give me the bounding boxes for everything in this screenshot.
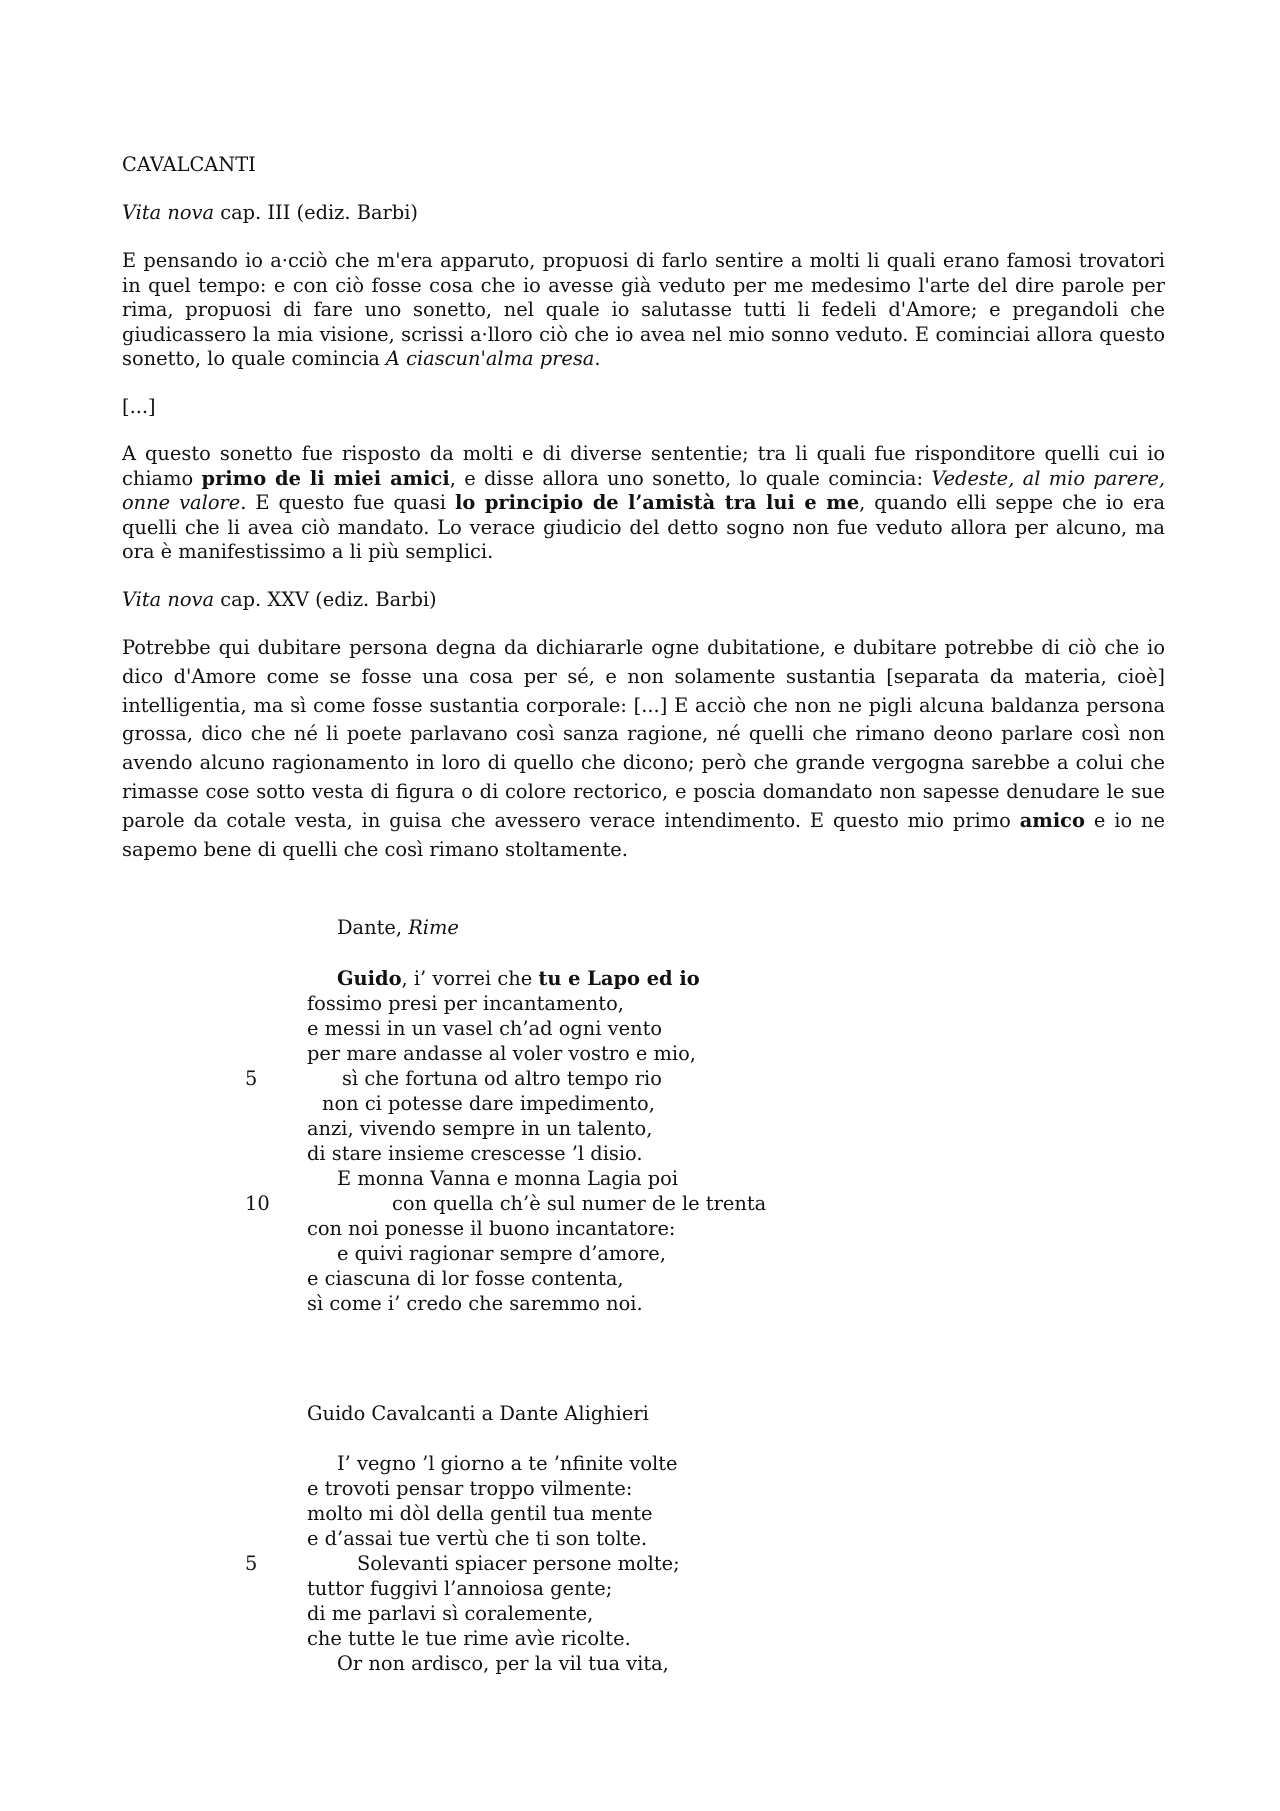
poem-line-2: fossimo presi per incantamento, [307,992,624,1015]
poem-author: Dante, [337,916,409,939]
bold-phrase-principio-amista: lo principio de l’amistà tra lui e me [455,491,860,515]
poem-line-7: anzi, vivendo sempre in un talento, [307,1117,653,1140]
bold-word-guido: Guido [337,967,402,990]
section-title-vita-nova-xxv [122,588,1165,612]
poem-line-14: sì come i’ credo che saremmo noi. [307,1292,643,1315]
paragraph-vita-nova-iii [122,249,1165,372]
poem-attribution: Guido Cavalcanti a Dante Alighieri [307,1402,649,1425]
poem-line-5: Solevanti spiacer persone molte; [357,1552,680,1575]
poem-line-text: , i’ vorrei che [401,967,539,990]
sonnet-incipit: A ciascun'alma presa [385,347,595,371]
poem-line-9: E monna Vanna e monna Lagia poi [337,1167,679,1190]
poem-line-13: e ciascuna di lor fosse contenta, [307,1267,624,1290]
poem-line-3: e messi in un vasel ch’ad ogni vento [307,1017,663,1040]
poem-line-6: tuttor fuggivi l’annoiosa gente; [307,1577,613,1600]
poem-line-1: I’ vegno ’l giorno a te ’nfinite volte [337,1452,678,1475]
paragraph-text: e io ne sapemo bene di quelli che così rimano stoltamente. [122,808,1165,861]
poem-line-2: e trovoti pensar troppo vilmente: [307,1477,633,1500]
section-title-rest: cap. III (ediz. Barbi) [214,201,418,224]
line-number-5: 5 [245,1067,258,1090]
poem-attribution [337,916,459,940]
section-title-rest: cap. XXV (ediz. Barbi) [214,588,437,611]
bold-phrase-primo-amici: primo de li miei amici [201,466,450,490]
paragraph-text: A questo sonetto fue risposto da molti e di diverse sententie; tra li quali fue risponditore quelli cui io chiamo [122,442,1165,490]
poem-line-8: di stare insieme crescesse ’l disio. [307,1142,643,1165]
poem-line-3: molto mi dòl della gentil tua mente [307,1502,653,1525]
poem-line-7: di me parlavi sì coralemente, [307,1602,594,1625]
section-title-italic: Vita nova [122,201,215,224]
section-title-italic: Vita nova [122,588,215,611]
paragraph-text: , e disse allora uno sonetto, lo quale comincia: [449,466,932,490]
poem-line-4: e d’assai tue vertù che ti son tolte. [307,1527,648,1550]
poem-line-12: e quivi ragionar sempre d’amore, [337,1242,666,1265]
line-number-5: 5 [245,1552,258,1575]
bold-phrase-tu-lapo-io: tu e Lapo ed io [538,967,700,990]
paragraph-text: . E questo fue quasi [240,491,455,515]
poem-line-5: sì che fortuna od altro tempo rio [342,1067,662,1090]
ellipsis: [...] [122,395,156,418]
poem-line-10: con quella ch’è sul numer de le trenta [392,1192,767,1215]
paragraph-text: , quando elli seppe che io era quelli che li avea ciò mandato. Lo verace giudicio del detto sogno non fue veduto allora per alcuno, ma ora è manifestissimo a li più semplici. [122,491,1166,564]
section-title-vita-nova-iii [122,201,1165,225]
bold-word-amico: amico [1019,808,1085,832]
page-heading: CAVALCANTI [122,153,256,176]
poem-line-1 [337,967,700,991]
line-number-10: 10 [245,1192,270,1215]
poem-line-9: Or non ardisco, per la vil tua vita, [337,1652,669,1675]
poem-work: Rime [408,916,459,939]
paragraph-end: . [594,347,601,371]
paragraph-text: E pensando io a·cciò che m'era apparuto, propuosi di farlo sentire a molti li quali erano famosi trovatori in quel tempo: e con ciò fosse cosa che io avesse già veduto per me medesimo l'arte del dire parole per rima, propuosi di fare uno sonetto, nel quale io salutasse tutti li fedeli d'Amore; e pregandoli che giudicassero la mia visione, scrissi a·lloro ciò che io avea nel mio sonno veduto. E cominciai allora questo sonetto, lo quale comincia [122,249,1165,371]
paragraph-vita-nova-xxv [122,634,1165,864]
paragraph-text: Potrebbe qui dubitare persona degna da dichiararle ogne dubitatione, e dubitare potrebbe di ciò che io dico d'Amore come se fosse una cosa per sé, e non solamente sustantia [separata da materia, cioè] intelligentia, ma sì come fosse sustantia corporale: [...] E acciò che non ne pigli alcuna baldanza persona grossa, dico che né li poete parlavano così sanza ragione, né quelli che rimano deono parlare così non avendo alcuno ragionamento in loro di quello che dicono; però che grande vergogna sarebbe a colui che rimasse cose sotto vesta di figura o di colore rectorico, e poscia domandato non sapesse denudare le sue parole da cotale vesta, in guisa che avessero verace intendimento. E questo mio primo [122,636,1165,832]
poem-line-4: per mare andasse al voler vostro e mio, [307,1042,696,1065]
poem-line-6: non ci potesse dare impedimento, [322,1092,655,1115]
poem-line-11: con noi ponesse il buono incantatore: [307,1217,676,1240]
paragraph-response-sonnet [122,442,1165,565]
sonnet-incipit-vedeste: Vedeste, al mio parere, onne valore [122,466,1165,515]
poem-line-8: che tutte le tue rime avìe ricolte. [307,1627,631,1650]
